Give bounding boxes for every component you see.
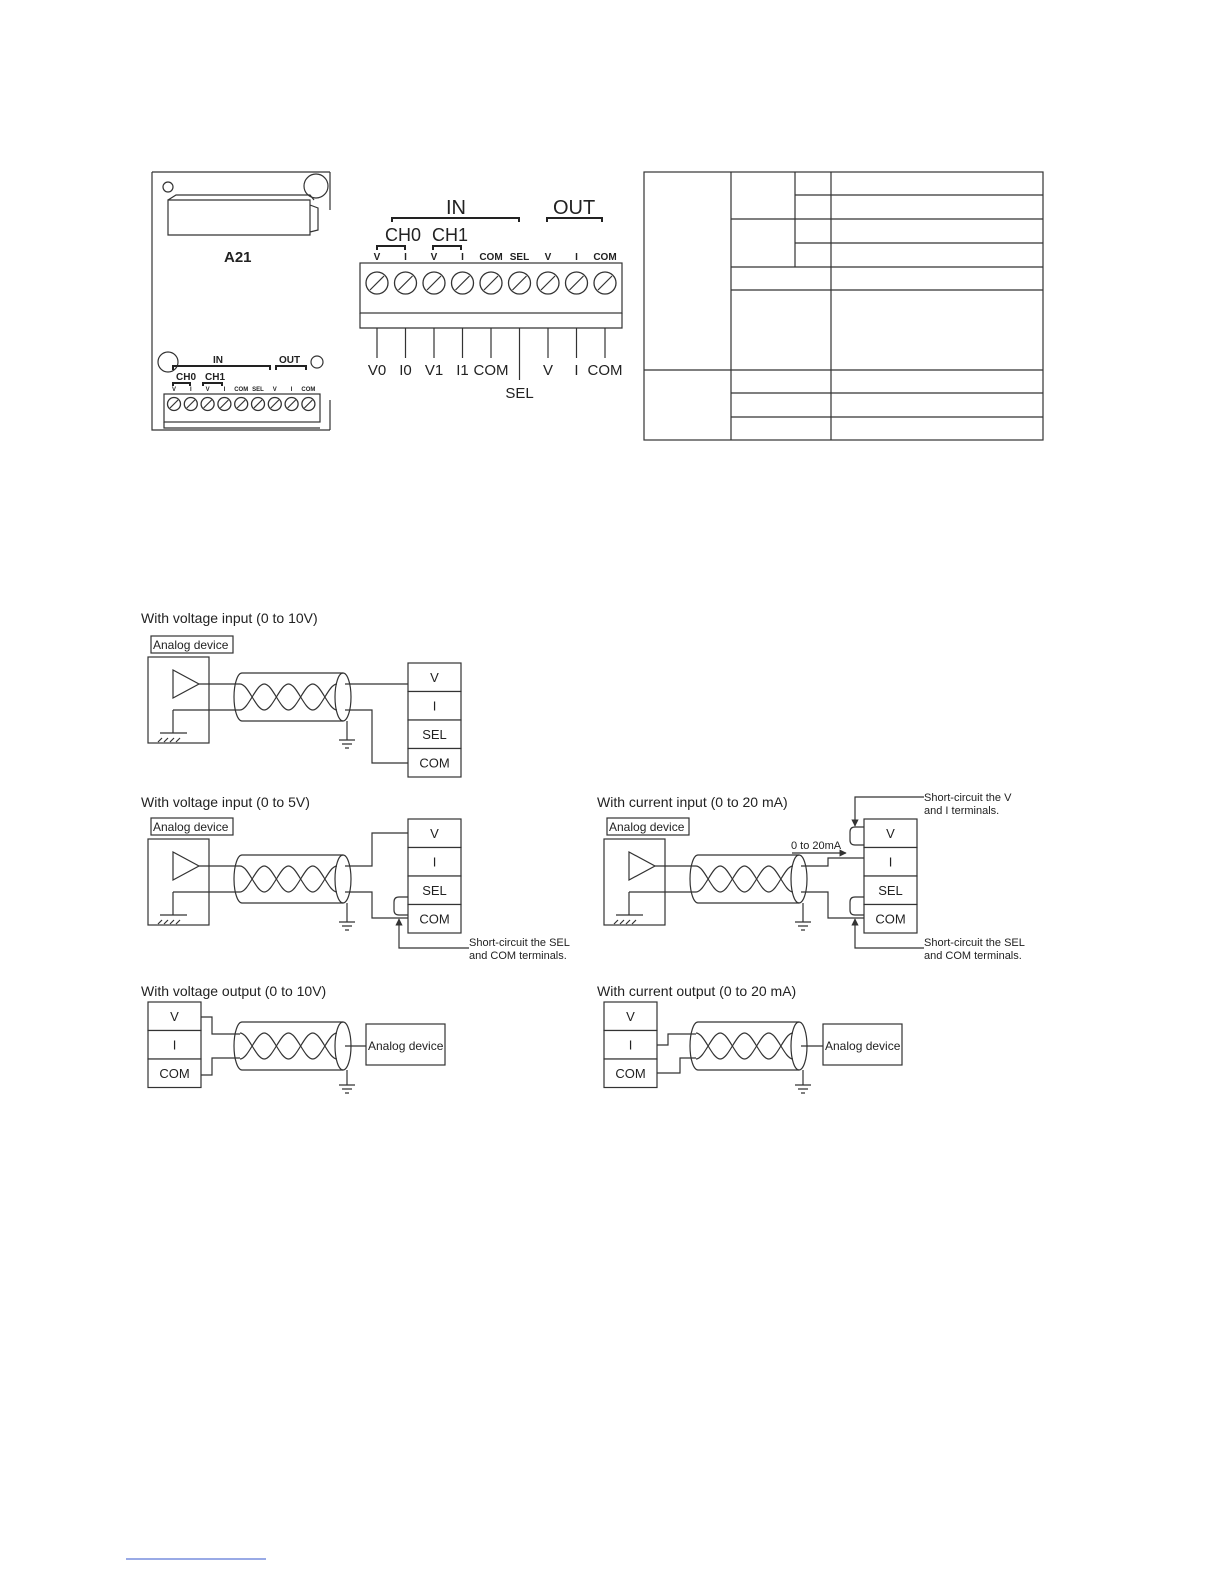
terminal-top-label: COM <box>593 252 617 263</box>
terminal-block <box>360 197 623 402</box>
board-screw-icon <box>235 398 248 411</box>
board-terminal-label: I <box>290 387 293 393</box>
terminal-top-label: I <box>575 252 578 263</box>
board-ch1: CH1 <box>205 372 226 383</box>
terminal-top-label: COM <box>479 252 503 263</box>
terminal-cell: SEL <box>422 883 447 898</box>
short-note: Short-circuit the SEL <box>469 937 570 949</box>
terminal-bottom-label: I <box>574 362 579 379</box>
short-note: and COM terminals. <box>469 950 567 962</box>
ch0-label: CH0 <box>385 225 422 245</box>
short-jumper-icon <box>394 897 408 915</box>
board-screw-icon <box>268 398 281 411</box>
terminal-cell: SEL <box>878 883 903 898</box>
board-screw-icon <box>184 398 197 411</box>
terminal-screw-icon <box>423 272 445 294</box>
analog-device-label: Analog device <box>368 1039 444 1053</box>
shielded-twisted-cable-icon <box>690 1022 807 1070</box>
terminal-cell: COM <box>419 755 450 771</box>
terminal-cell: I <box>628 1037 633 1053</box>
analog-device-label: Analog device <box>153 638 229 652</box>
terminal-screw-icon <box>594 272 616 294</box>
terminal-screw-icon <box>452 272 474 294</box>
terminal-bottom-label: COM <box>473 362 509 379</box>
terminal-screw-icon <box>366 272 388 294</box>
ch1-label: CH1 <box>432 225 469 245</box>
board-terminal-label: V <box>171 387 177 393</box>
board-screw-icon <box>201 398 214 411</box>
terminal-bottom-label: V1 <box>424 362 444 379</box>
terminal-cell: I <box>432 854 437 870</box>
terminal-top-label: V <box>544 252 552 263</box>
shielded-twisted-cable-icon <box>690 855 807 903</box>
board-in-label: IN <box>213 355 223 366</box>
shielded-twisted-cable-icon <box>234 673 351 721</box>
diagram-current-output <box>597 983 902 1093</box>
terminal-cell: COM <box>615 1066 646 1081</box>
diagram-voltage-input-10v <box>141 610 461 777</box>
terminal-bottom-label: V0 <box>367 362 387 379</box>
terminal-top-label: I <box>461 252 464 263</box>
terminal-bottom-label: I1 <box>456 362 469 379</box>
shielded-twisted-cable-icon <box>234 1022 351 1070</box>
current-range-label: 0 to 20mA <box>791 840 842 852</box>
board-screw-icon <box>252 398 265 411</box>
terminal-stack <box>604 1002 657 1088</box>
analog-device-label: Analog device <box>153 820 229 834</box>
terminal-cell: I <box>888 854 893 870</box>
terminal-screw-icon <box>395 272 417 294</box>
board-ch0: CH0 <box>176 372 197 383</box>
terminal-top-label: V <box>373 252 381 263</box>
terminal-cell: V <box>626 1009 635 1024</box>
short-note: and COM terminals. <box>924 950 1022 962</box>
in-label: IN <box>446 197 466 219</box>
diagram-title: With voltage input (0 to 5V) <box>141 794 310 810</box>
board-screw-icon <box>285 398 298 411</box>
board-screw-icon <box>168 398 181 411</box>
terminal-screw-icon <box>537 272 559 294</box>
terminal-screw-icon <box>480 272 502 294</box>
terminal-cell: COM <box>419 911 450 927</box>
spec-table <box>644 172 1043 440</box>
diagram-title: With voltage output (0 to 10V) <box>141 983 327 999</box>
terminal-cell: V <box>430 670 439 685</box>
terminal-top-label: V <box>430 252 438 263</box>
terminal-stack <box>148 1002 201 1088</box>
terminal-cell: V <box>170 1009 179 1024</box>
module-model: A21 <box>224 249 252 266</box>
short-jumper-icon <box>850 827 864 845</box>
diagram-current-input <box>597 792 1025 962</box>
analog-device-label: Analog device <box>825 1039 901 1053</box>
terminal-bottom-label: SEL <box>505 385 534 402</box>
board-terminal-label: COM <box>234 387 249 393</box>
short-jumper-icon <box>850 897 864 915</box>
diagram-voltage-output <box>141 983 445 1093</box>
terminal-cell: V <box>886 826 895 841</box>
board-terminal-label: V <box>205 387 210 393</box>
board-terminal-label: I <box>189 387 192 393</box>
board-terminal-label: COM <box>301 387 316 393</box>
board-terminal-label: SEL <box>252 387 264 393</box>
board-out-label: OUT <box>279 355 301 366</box>
terminal-cell: SEL <box>422 727 447 742</box>
diagram-title: With voltage input (0 to 10V) <box>141 610 318 626</box>
diagram-title: With current input (0 to 20 mA) <box>597 794 788 810</box>
shielded-twisted-cable-icon <box>234 855 351 903</box>
module-board <box>152 172 330 430</box>
board-screw-icon <box>302 398 315 411</box>
short-note: Short-circuit the SEL <box>924 937 1025 949</box>
terminal-stack <box>864 819 917 933</box>
diagram-title: With current output (0 to 20 mA) <box>597 983 797 999</box>
terminal-stack <box>408 819 461 933</box>
board-terminal-label: V <box>272 387 277 393</box>
terminal-cell: COM <box>159 1066 190 1081</box>
board-terminal-label: I <box>223 387 226 393</box>
terminal-screw-icon <box>509 272 531 294</box>
short-note: and I terminals. <box>924 805 1000 817</box>
analog-device-label: Analog device <box>609 820 685 834</box>
terminal-top-label: SEL <box>509 252 530 263</box>
terminal-cell: I <box>432 698 437 714</box>
diagram-voltage-input-5v <box>141 794 570 962</box>
terminal-bottom-label: COM <box>587 362 623 379</box>
board-screw-icon <box>218 398 231 411</box>
terminal-bottom-label: V <box>542 362 554 379</box>
terminal-cell: COM <box>875 911 906 927</box>
terminal-stack <box>408 663 461 777</box>
short-note: Short-circuit the V <box>924 792 1012 804</box>
terminal-bottom-label: I0 <box>399 362 412 379</box>
terminal-cell: V <box>430 826 439 841</box>
mount-hole-icon <box>163 182 173 192</box>
terminal-screw-icon <box>566 272 588 294</box>
out-label: OUT <box>553 197 596 219</box>
terminal-top-label: I <box>404 252 407 263</box>
terminal-cell: I <box>172 1037 177 1053</box>
